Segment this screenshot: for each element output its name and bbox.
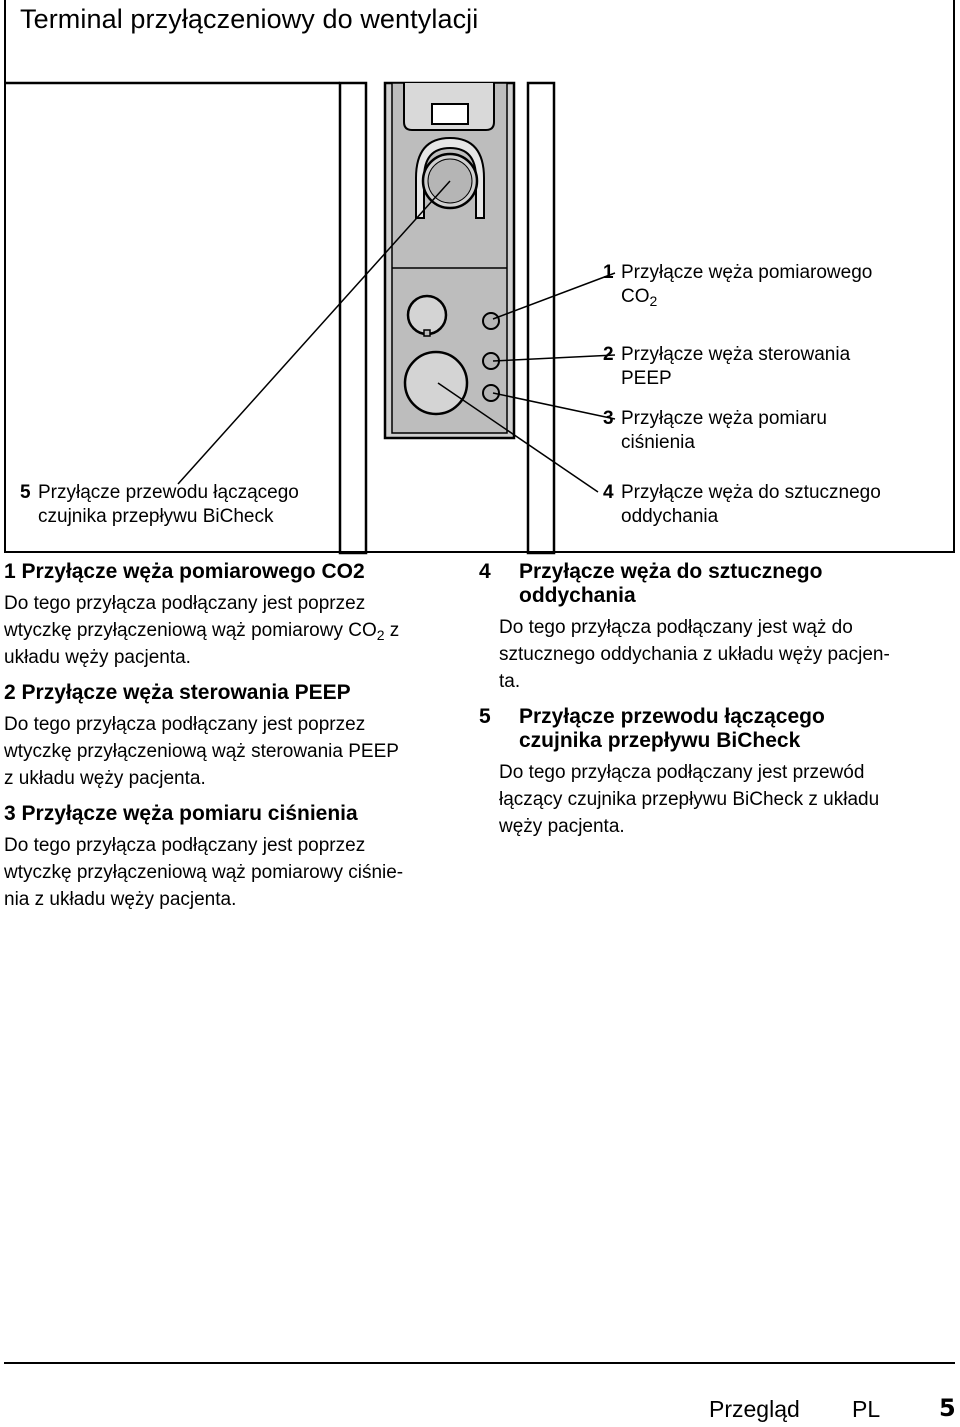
callout-5: 5 Przyłącze przewodu łączącego czujnika przepływu BiCheck (20, 482, 299, 527)
section-2: 2 Przyłącze węża sterowania PEEP Do tego przyłącza podłączany jest poprzez wtyczkę przyłączeniową wąż sterowania PEEP z układu węży pacjenta. (4, 681, 399, 789)
pressure-port (483, 385, 499, 401)
housing-right-rail (528, 83, 554, 553)
peep-port-top (483, 313, 499, 329)
callout-1: 1 Przyłącze węża pomiarowego $CO_2$ (603, 262, 873, 309)
page-number: 5 (939, 1394, 956, 1422)
label-window (432, 104, 468, 124)
callout-3: 3 Przyłącze węża pomiaru ciśnienia (603, 408, 827, 453)
callout-2: 2 Przyłącze węża sterowania PEEP (603, 344, 851, 389)
footer-section-name: Przegląd (709, 1396, 800, 1422)
callout-4: 4 Przyłącze węża do sztucznego oddychania (603, 482, 881, 527)
ventilation-port (405, 352, 467, 414)
housing-left-rail (340, 83, 366, 553)
page-title: Terminal przyłączeniowy do wentylacji (20, 4, 479, 34)
section-3: 3 Przyłącze węża pomiaru ciśnienia Do tego przyłącza podłączany jest poprzez wtyczkę przyłączeniową wąż pomiarowy ciśnie- nia z układu węży pacjenta. (4, 802, 404, 910)
section-1: 1 Przyłącze węża pomiarowego CO2 Do tego przyłącza podłączany jest poprzez wtyczkę przyłączeniową wąż pomiarowy $CO_2$ z układu węży pacjenta. (4, 560, 400, 668)
co2-port-notch (424, 330, 430, 336)
connector-panel (385, 83, 514, 438)
footer-language: PL (852, 1396, 881, 1422)
right-column (479, 560, 955, 850)
section-5: 5 Przyłącze przewodu łączącego czujnika przepływu BiCheck Do tego przyłącza podłączany jest przewód łączący czujnika przepływu BiCheck z układu węży pacjenta. (479, 705, 880, 837)
left-column (4, 560, 474, 923)
footer-rule (4, 1362, 955, 1364)
section-4: 4 Przyłącze węża do sztucznego oddychania Do tego przyłącza podłączany jest wąż do sztucznego oddychania z układu węży pacjen- ta. (479, 560, 890, 692)
co2-port (408, 296, 446, 334)
